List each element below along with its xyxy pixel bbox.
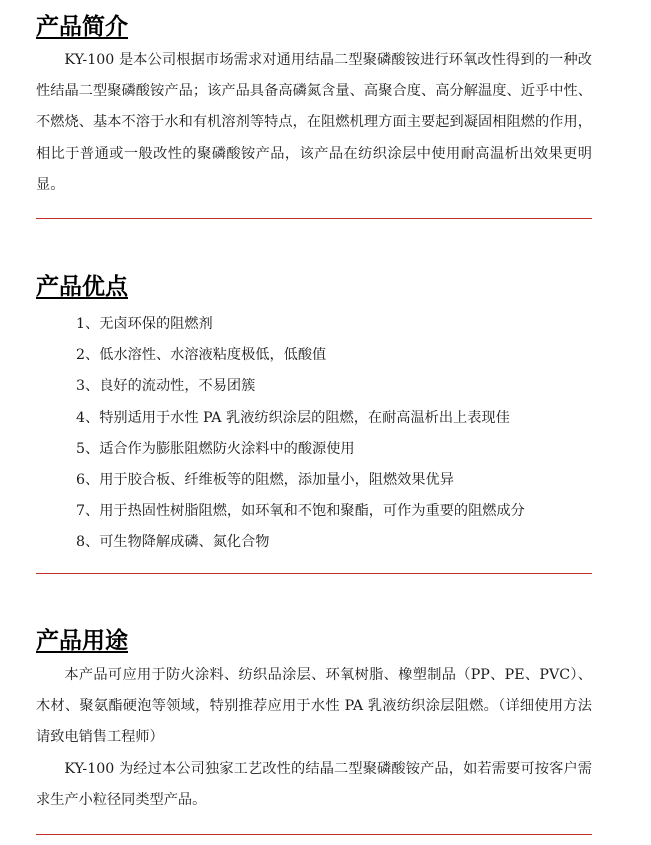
advantage-item: 7、用于热固性树脂阻燃，如环氧和不饱和聚酯，可作为重要的阻燃成分 — [76, 503, 525, 520]
advantages-heading: 产品优点 — [36, 274, 128, 300]
applications-section — [36, 626, 592, 816]
section-divider — [36, 834, 592, 835]
advantage-item: 4、特别适用于水性 PA 乳液纺织涂层的阻燃，在耐高温析出上表现佳 — [76, 409, 510, 426]
intro-paragraph: KY-100 是本公司根据市场需求对通用结晶二型聚磷酸铵进行环氧改性得到的一种改性结晶二型聚磷酸铵产品；该产品具备高磷氮含量、高聚合度、高分解温度、近乎中性、不燃烧、基本不溶于水和有机溶剂等特点，在阻燃机理方面主要起到凝固相阻燃的作用，相比于普通或一般改性的聚磷酸铵产品，该产品在纺织涂层中使用耐高温析出效果更明显。 — [36, 52, 592, 193]
advantage-item: 2、低水溶性、水溶液粘度极低，低酸值 — [76, 347, 327, 364]
applications-heading: 产品用途 — [36, 628, 128, 654]
advantage-item: 1、无卤环保的阻燃剂 — [76, 316, 213, 332]
section-divider — [36, 218, 592, 219]
advantage-item: 6、用于胶合板、纤维板等的阻燃，添加量小，阻燃效果优异 — [76, 471, 454, 488]
advantage-item: 5、适合作为膨胀阻燃防火涂料中的酸源使用 — [76, 440, 355, 457]
applications-paragraph-2: KY-100 为经过本公司独家工艺改性的结晶二型聚磷酸铵产品，如若需要可按客户需求生产小粒径同类型产品。 — [36, 760, 592, 808]
advantage-item: 3、良好的流动性，不易团簇 — [76, 378, 256, 395]
advantages-list — [36, 309, 592, 559]
intro-heading: 产品简介 — [36, 14, 128, 40]
advantage-item: 8、可生物降解成磷、氮化合物 — [76, 534, 270, 551]
section-divider — [36, 573, 592, 574]
applications-paragraph-1: 本产品可应用于防火涂料、纺织品涂层、环氧树脂、橡塑制品（PP、PE、PVC）、木材、聚氨酯硬泡等领域，特别推荐应用于水性 PA 乳液纺织涂层阻燃。（详细使用方法请致电销售工程师） — [36, 667, 592, 746]
advantages-section — [36, 272, 592, 559]
intro-section — [36, 12, 592, 201]
